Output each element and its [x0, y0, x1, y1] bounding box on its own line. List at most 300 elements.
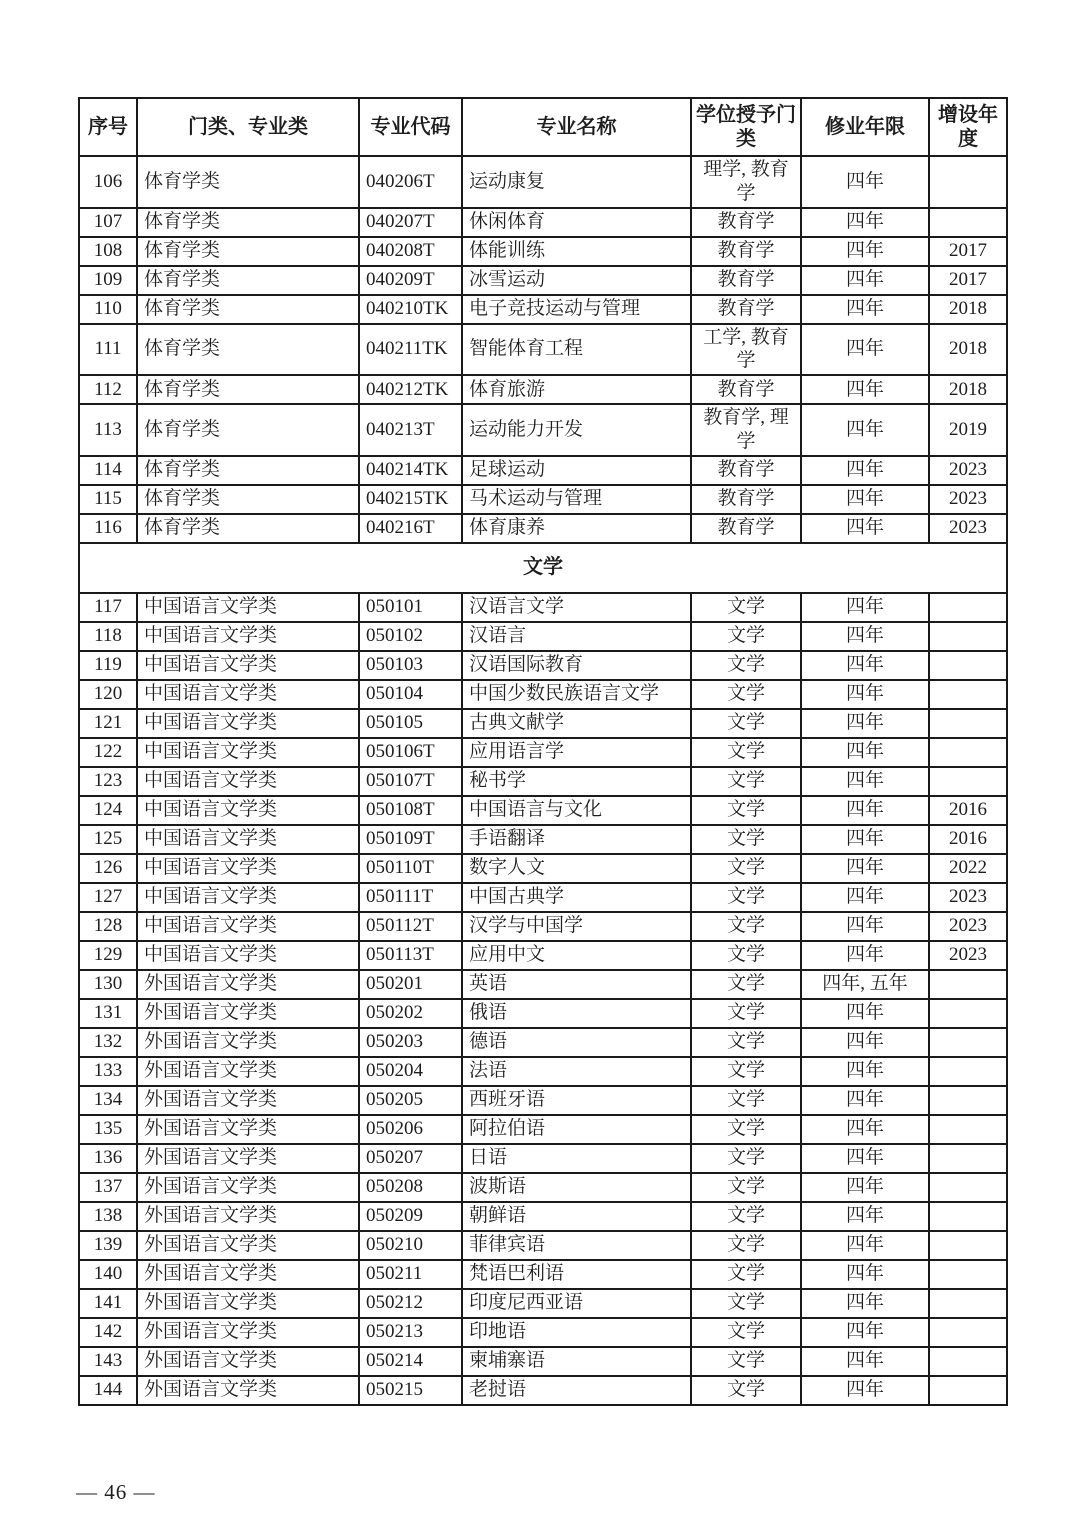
- major-name-cell: 阿拉伯语: [462, 1115, 691, 1144]
- major-name-cell: 中国古典学: [462, 883, 691, 912]
- year-added-cell: 2018: [929, 324, 1007, 376]
- table-row: [79, 1057, 1007, 1086]
- year-added-cell: [929, 622, 1007, 651]
- category-cell: 体育学类: [137, 295, 359, 324]
- serial-number-cell: 144: [79, 1376, 137, 1405]
- degree-category-cell: 文学: [691, 1318, 801, 1347]
- study-duration-cell: 四年: [801, 375, 929, 404]
- study-duration-cell: 四年: [801, 912, 929, 941]
- category-cell: 中国语言文学类: [137, 941, 359, 970]
- study-duration-cell: 四年: [801, 622, 929, 651]
- category-cell: 外国语言文学类: [137, 1144, 359, 1173]
- degree-category-cell: 教育学: [691, 456, 801, 485]
- major-name-cell: 西班牙语: [462, 1086, 691, 1115]
- major-code-cell: 050207: [359, 1144, 462, 1173]
- year-added-cell: [929, 1115, 1007, 1144]
- degree-category-cell: 文学: [691, 593, 801, 622]
- major-code-cell: 050215: [359, 1376, 462, 1405]
- year-added-cell: [929, 1376, 1007, 1405]
- header-category: 门类、专业类: [137, 98, 359, 156]
- table-row: [79, 156, 1007, 208]
- major-name-cell: 日语: [462, 1144, 691, 1173]
- degree-category-cell: 文学: [691, 883, 801, 912]
- degree-category-cell: 文学: [691, 1115, 801, 1144]
- degree-category-cell: 文学: [691, 796, 801, 825]
- major-name-cell: 冰雪运动: [462, 266, 691, 295]
- serial-number-cell: 133: [79, 1057, 137, 1086]
- study-duration-cell: 四年: [801, 1173, 929, 1202]
- major-name-cell: 体能训练: [462, 237, 691, 266]
- serial-number-cell: 137: [79, 1173, 137, 1202]
- category-cell: 中国语言文学类: [137, 796, 359, 825]
- year-added-cell: [929, 1086, 1007, 1115]
- study-duration-cell: 四年: [801, 593, 929, 622]
- year-added-cell: 2018: [929, 375, 1007, 404]
- major-name-cell: 中国语言与文化: [462, 796, 691, 825]
- major-code-cell: 050201: [359, 970, 462, 999]
- major-name-cell: 体育旅游: [462, 375, 691, 404]
- study-duration-cell: 四年: [801, 1086, 929, 1115]
- year-added-cell: [929, 738, 1007, 767]
- major-code-cell: 050103: [359, 651, 462, 680]
- category-cell: 中国语言文学类: [137, 883, 359, 912]
- year-added-cell: [929, 767, 1007, 796]
- major-code-cell: 040214TK: [359, 456, 462, 485]
- year-added-cell: [929, 208, 1007, 237]
- page-number: — 46 —: [76, 1480, 156, 1504]
- major-name-cell: 足球运动: [462, 456, 691, 485]
- year-added-cell: 2017: [929, 237, 1007, 266]
- table-row: [79, 1173, 1007, 1202]
- major-name-cell: 智能体育工程: [462, 324, 691, 376]
- major-name-cell: 古典文献学: [462, 709, 691, 738]
- category-cell: 外国语言文学类: [137, 1289, 359, 1318]
- serial-number-cell: 113: [79, 404, 137, 456]
- major-code-cell: 040210TK: [359, 295, 462, 324]
- major-code-cell: 050210: [359, 1231, 462, 1260]
- major-code-cell: 050205: [359, 1086, 462, 1115]
- major-code-cell: 050206: [359, 1115, 462, 1144]
- major-code-cell: 040213T: [359, 404, 462, 456]
- major-name-cell: 应用中文: [462, 941, 691, 970]
- degree-category-cell: 文学: [691, 1289, 801, 1318]
- study-duration-cell: 四年: [801, 825, 929, 854]
- category-cell: 中国语言文学类: [137, 651, 359, 680]
- degree-category-cell: 教育学: [691, 295, 801, 324]
- study-duration-cell: 四年: [801, 796, 929, 825]
- major-name-cell: 马术运动与管理: [462, 485, 691, 514]
- major-name-cell: 汉语言文学: [462, 593, 691, 622]
- table-row: [79, 941, 1007, 970]
- category-cell: 外国语言文学类: [137, 1231, 359, 1260]
- major-name-cell: 老挝语: [462, 1376, 691, 1405]
- year-added-cell: [929, 1202, 1007, 1231]
- major-code-cell: 050213: [359, 1318, 462, 1347]
- study-duration-cell: 四年: [801, 1347, 929, 1376]
- study-duration-cell: 四年: [801, 485, 929, 514]
- major-code-cell: 050202: [359, 999, 462, 1028]
- degree-category-cell: 文学: [691, 651, 801, 680]
- serial-number-cell: 120: [79, 680, 137, 709]
- major-name-cell: 数字人文: [462, 854, 691, 883]
- serial-number-cell: 116: [79, 514, 137, 543]
- category-cell: 体育学类: [137, 266, 359, 295]
- category-cell: 中国语言文学类: [137, 912, 359, 941]
- degree-category-cell: 文学: [691, 941, 801, 970]
- category-cell: 外国语言文学类: [137, 1260, 359, 1289]
- table-row: [79, 237, 1007, 266]
- degree-category-cell: 文学: [691, 999, 801, 1028]
- degree-category-cell: 教育学: [691, 266, 801, 295]
- study-duration-cell: 四年: [801, 709, 929, 738]
- header-row: [79, 98, 1007, 156]
- serial-number-cell: 108: [79, 237, 137, 266]
- study-duration-cell: 四年: [801, 1289, 929, 1318]
- major-code-cell: 050107T: [359, 767, 462, 796]
- year-added-cell: 2023: [929, 514, 1007, 543]
- category-cell: 外国语言文学类: [137, 1202, 359, 1231]
- serial-number-cell: 139: [79, 1231, 137, 1260]
- year-added-cell: 2017: [929, 266, 1007, 295]
- major-code-cell: 050204: [359, 1057, 462, 1086]
- major-name-cell: 手语翻译: [462, 825, 691, 854]
- major-name-cell: 印地语: [462, 1318, 691, 1347]
- major-name-cell: 菲律宾语: [462, 1231, 691, 1260]
- year-added-cell: [929, 1057, 1007, 1086]
- major-name-cell: 英语: [462, 970, 691, 999]
- study-duration-cell: 四年: [801, 1318, 929, 1347]
- major-code-cell: 050109T: [359, 825, 462, 854]
- category-cell: 中国语言文学类: [137, 854, 359, 883]
- year-added-cell: 2023: [929, 485, 1007, 514]
- major-code-cell: 040209T: [359, 266, 462, 295]
- major-code-cell: 050104: [359, 680, 462, 709]
- year-added-cell: [929, 156, 1007, 208]
- serial-number-cell: 142: [79, 1318, 137, 1347]
- table-row: [79, 514, 1007, 543]
- degree-category-cell: 教育学: [691, 375, 801, 404]
- degree-category-cell: 文学: [691, 825, 801, 854]
- serial-number-cell: 123: [79, 767, 137, 796]
- degree-category-cell: 文学: [691, 767, 801, 796]
- year-added-cell: [929, 1347, 1007, 1376]
- serial-number-cell: 109: [79, 266, 137, 295]
- study-duration-cell: 四年: [801, 1376, 929, 1405]
- category-cell: 体育学类: [137, 485, 359, 514]
- year-added-cell: [929, 709, 1007, 738]
- major-code-cell: 050112T: [359, 912, 462, 941]
- serial-number-cell: 127: [79, 883, 137, 912]
- year-added-cell: [929, 970, 1007, 999]
- study-duration-cell: 四年: [801, 404, 929, 456]
- serial-number-cell: 117: [79, 593, 137, 622]
- year-added-cell: 2016: [929, 825, 1007, 854]
- table-row: [79, 1086, 1007, 1115]
- category-cell: 体育学类: [137, 324, 359, 376]
- table-row: [79, 1231, 1007, 1260]
- degree-category-cell: 文学: [691, 1144, 801, 1173]
- year-added-cell: 2018: [929, 295, 1007, 324]
- table-row: [79, 456, 1007, 485]
- major-name-cell: 柬埔寨语: [462, 1347, 691, 1376]
- table-row: [79, 825, 1007, 854]
- serial-number-cell: 143: [79, 1347, 137, 1376]
- year-added-cell: 2019: [929, 404, 1007, 456]
- serial-number-cell: 126: [79, 854, 137, 883]
- category-cell: 中国语言文学类: [137, 622, 359, 651]
- serial-number-cell: 110: [79, 295, 137, 324]
- study-duration-cell: 四年: [801, 854, 929, 883]
- major-name-cell: 德语: [462, 1028, 691, 1057]
- study-duration-cell: 四年: [801, 941, 929, 970]
- major-code-cell: 050110T: [359, 854, 462, 883]
- table-row: [79, 796, 1007, 825]
- table-body: [79, 156, 1007, 1405]
- year-added-cell: [929, 1231, 1007, 1260]
- category-cell: 体育学类: [137, 404, 359, 456]
- major-code-cell: 050105: [359, 709, 462, 738]
- table-row: [79, 593, 1007, 622]
- table-row: [79, 1144, 1007, 1173]
- major-code-cell: 050108T: [359, 796, 462, 825]
- serial-number-cell: 115: [79, 485, 137, 514]
- major-name-cell: 梵语巴利语: [462, 1260, 691, 1289]
- major-code-cell: 040211TK: [359, 324, 462, 376]
- table-row: [79, 651, 1007, 680]
- major-name-cell: 休闲体育: [462, 208, 691, 237]
- serial-number-cell: 112: [79, 375, 137, 404]
- degree-category-cell: 文学: [691, 622, 801, 651]
- year-added-cell: [929, 999, 1007, 1028]
- table-row: [79, 999, 1007, 1028]
- degree-category-cell: 文学: [691, 738, 801, 767]
- category-cell: 中国语言文学类: [137, 767, 359, 796]
- major-name-cell: 朝鲜语: [462, 1202, 691, 1231]
- category-cell: 外国语言文学类: [137, 1057, 359, 1086]
- major-name-cell: 应用语言学: [462, 738, 691, 767]
- header-year-added: 增设年度: [929, 98, 1007, 156]
- degree-category-cell: 教育学: [691, 514, 801, 543]
- serial-number-cell: 125: [79, 825, 137, 854]
- serial-number-cell: 121: [79, 709, 137, 738]
- serial-number-cell: 141: [79, 1289, 137, 1318]
- major-name-cell: 汉学与中国学: [462, 912, 691, 941]
- table-row: [79, 1028, 1007, 1057]
- category-cell: 外国语言文学类: [137, 999, 359, 1028]
- table-row: [79, 912, 1007, 941]
- degree-category-cell: 文学: [691, 912, 801, 941]
- study-duration-cell: 四年: [801, 883, 929, 912]
- study-duration-cell: 四年: [801, 999, 929, 1028]
- degree-category-cell: 文学: [691, 1347, 801, 1376]
- table-row: [79, 208, 1007, 237]
- degree-category-cell: 教育学: [691, 485, 801, 514]
- serial-number-cell: 111: [79, 324, 137, 376]
- category-cell: 外国语言文学类: [137, 1376, 359, 1405]
- major-code-cell: 040212TK: [359, 375, 462, 404]
- year-added-cell: 2023: [929, 941, 1007, 970]
- year-added-cell: 2022: [929, 854, 1007, 883]
- study-duration-cell: 四年: [801, 295, 929, 324]
- serial-number-cell: 122: [79, 738, 137, 767]
- table-row: [79, 738, 1007, 767]
- serial-number-cell: 138: [79, 1202, 137, 1231]
- degree-category-cell: 教育学: [691, 208, 801, 237]
- year-added-cell: 2023: [929, 912, 1007, 941]
- serial-number-cell: 136: [79, 1144, 137, 1173]
- study-duration-cell: 四年: [801, 1144, 929, 1173]
- category-cell: 体育学类: [137, 208, 359, 237]
- category-cell: 外国语言文学类: [137, 970, 359, 999]
- serial-number-cell: 131: [79, 999, 137, 1028]
- major-name-cell: 秘书学: [462, 767, 691, 796]
- major-code-cell: 040208T: [359, 237, 462, 266]
- major-name-cell: 俄语: [462, 999, 691, 1028]
- study-duration-cell: 四年: [801, 266, 929, 295]
- category-cell: 外国语言文学类: [137, 1347, 359, 1376]
- serial-number-cell: 130: [79, 970, 137, 999]
- header-major-name: 专业名称: [462, 98, 691, 156]
- study-duration-cell: 四年: [801, 680, 929, 709]
- category-cell: 体育学类: [137, 456, 359, 485]
- study-duration-cell: 四年: [801, 324, 929, 376]
- table-row: [79, 324, 1007, 376]
- year-added-cell: [929, 1028, 1007, 1057]
- year-added-cell: [929, 593, 1007, 622]
- category-cell: 体育学类: [137, 156, 359, 208]
- major-code-cell: 040207T: [359, 208, 462, 237]
- table-row: [79, 1260, 1007, 1289]
- section-title: 文学: [79, 543, 1007, 593]
- degree-category-cell: 工学, 教育学: [691, 324, 801, 376]
- category-cell: 中国语言文学类: [137, 593, 359, 622]
- serial-number-cell: 134: [79, 1086, 137, 1115]
- degree-category-cell: 教育学, 理学: [691, 404, 801, 456]
- category-cell: 外国语言文学类: [137, 1086, 359, 1115]
- year-added-cell: 2023: [929, 883, 1007, 912]
- degree-category-cell: 文学: [691, 854, 801, 883]
- study-duration-cell: 四年: [801, 1231, 929, 1260]
- year-added-cell: [929, 1173, 1007, 1202]
- major-name-cell: 运动康复: [462, 156, 691, 208]
- table-row: [79, 1318, 1007, 1347]
- study-duration-cell: 四年: [801, 1057, 929, 1086]
- degree-category-cell: 文学: [691, 1173, 801, 1202]
- major-name-cell: 电子竞技运动与管理: [462, 295, 691, 324]
- major-code-cell: 040216T: [359, 514, 462, 543]
- table-row: [79, 854, 1007, 883]
- category-cell: 中国语言文学类: [137, 709, 359, 738]
- year-added-cell: [929, 1260, 1007, 1289]
- major-code-cell: 050212: [359, 1289, 462, 1318]
- study-duration-cell: 四年: [801, 456, 929, 485]
- major-code-cell: 050214: [359, 1347, 462, 1376]
- degree-category-cell: 文学: [691, 1202, 801, 1231]
- year-added-cell: 2023: [929, 456, 1007, 485]
- category-cell: 外国语言文学类: [137, 1173, 359, 1202]
- table-row: [79, 485, 1007, 514]
- major-code-cell: 050102: [359, 622, 462, 651]
- category-cell: 外国语言文学类: [137, 1115, 359, 1144]
- degree-category-cell: 文学: [691, 1231, 801, 1260]
- serial-number-cell: 106: [79, 156, 137, 208]
- header-major-code: 专业代码: [359, 98, 462, 156]
- major-name-cell: 汉语国际教育: [462, 651, 691, 680]
- year-added-cell: [929, 1318, 1007, 1347]
- degree-category-cell: 文学: [691, 1028, 801, 1057]
- table-row: [79, 709, 1007, 738]
- major-name-cell: 法语: [462, 1057, 691, 1086]
- table-row: [79, 266, 1007, 295]
- serial-number-cell: 132: [79, 1028, 137, 1057]
- study-duration-cell: 四年: [801, 1260, 929, 1289]
- table-row: [79, 1289, 1007, 1318]
- degree-category-cell: 文学: [691, 1260, 801, 1289]
- table-row: [79, 1347, 1007, 1376]
- table-row: [79, 1202, 1007, 1231]
- major-name-cell: 波斯语: [462, 1173, 691, 1202]
- degree-category-cell: 文学: [691, 1376, 801, 1405]
- study-duration-cell: 四年: [801, 1115, 929, 1144]
- degree-category-cell: 文学: [691, 709, 801, 738]
- study-duration-cell: 四年: [801, 514, 929, 543]
- degree-category-cell: 文学: [691, 680, 801, 709]
- degree-category-cell: 教育学: [691, 237, 801, 266]
- table-row: [79, 404, 1007, 456]
- category-cell: 体育学类: [137, 237, 359, 266]
- study-duration-cell: 四年: [801, 1028, 929, 1057]
- major-code-cell: 040206T: [359, 156, 462, 208]
- study-duration-cell: 四年: [801, 156, 929, 208]
- category-cell: 体育学类: [137, 375, 359, 404]
- year-added-cell: [929, 1289, 1007, 1318]
- header-serial-number: 序号: [79, 98, 137, 156]
- degree-category-cell: 文学: [691, 1086, 801, 1115]
- major-catalog-table: [78, 97, 1008, 1406]
- serial-number-cell: 135: [79, 1115, 137, 1144]
- major-name-cell: 印度尼西亚语: [462, 1289, 691, 1318]
- category-cell: 中国语言文学类: [137, 738, 359, 767]
- major-code-cell: 050106T: [359, 738, 462, 767]
- table-row: [79, 1376, 1007, 1405]
- serial-number-cell: 129: [79, 941, 137, 970]
- year-added-cell: [929, 1144, 1007, 1173]
- table-header: [79, 98, 1007, 156]
- serial-number-cell: 118: [79, 622, 137, 651]
- table-row: [79, 1115, 1007, 1144]
- major-name-cell: 体育康养: [462, 514, 691, 543]
- serial-number-cell: 140: [79, 1260, 137, 1289]
- header-study-duration: 修业年限: [801, 98, 929, 156]
- category-cell: 外国语言文学类: [137, 1318, 359, 1347]
- degree-category-cell: 文学: [691, 1057, 801, 1086]
- table-row: [79, 622, 1007, 651]
- serial-number-cell: 119: [79, 651, 137, 680]
- table-row: [79, 375, 1007, 404]
- major-code-cell: 050209: [359, 1202, 462, 1231]
- table-row: [79, 970, 1007, 999]
- serial-number-cell: 128: [79, 912, 137, 941]
- section-row: [79, 543, 1007, 593]
- degree-category-cell: 文学: [691, 970, 801, 999]
- year-added-cell: [929, 651, 1007, 680]
- study-duration-cell: 四年: [801, 1202, 929, 1231]
- header-degree-category: 学位授予门类: [691, 98, 801, 156]
- major-code-cell: 050211: [359, 1260, 462, 1289]
- table-row: [79, 883, 1007, 912]
- major-name-cell: 中国少数民族语言文学: [462, 680, 691, 709]
- category-cell: 外国语言文学类: [137, 1028, 359, 1057]
